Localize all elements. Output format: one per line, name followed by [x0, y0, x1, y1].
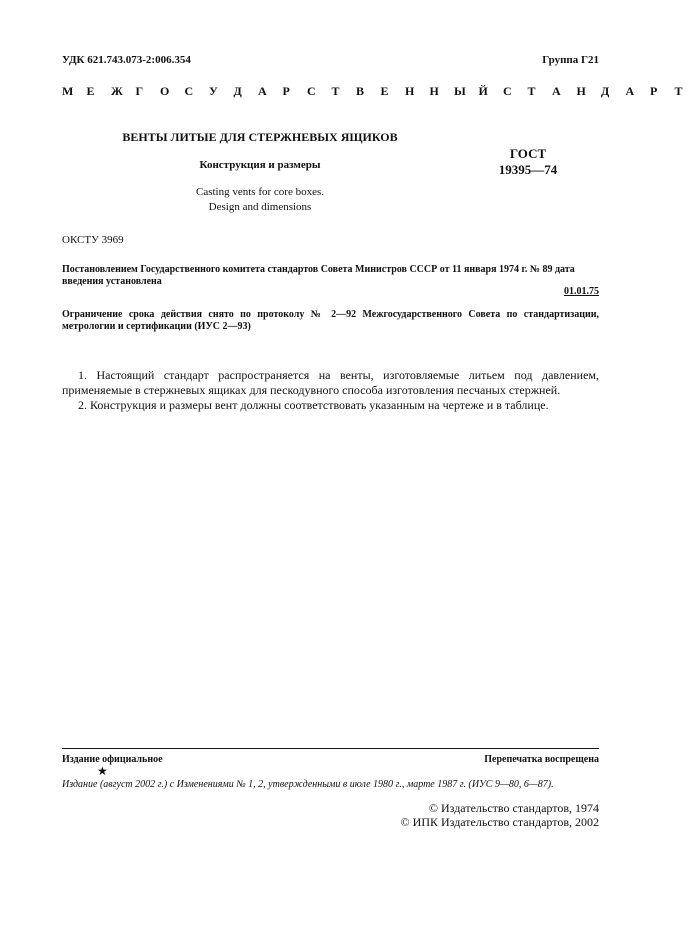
banner-letter: С [503, 84, 512, 98]
banner-letter: Р [282, 84, 290, 98]
english-title [110, 185, 410, 215]
banner-letter: А [552, 84, 561, 98]
banner-letter: Т [331, 84, 340, 98]
banner-letter: Г [135, 84, 144, 98]
banner-letter: А [625, 84, 635, 98]
okstu-code: ОКСТУ 3969 [62, 234, 124, 246]
banner-letter: Е [86, 84, 95, 98]
star-icon: ★ [97, 764, 108, 778]
udk-code: УДК 621.743.073-2:006.354 [62, 54, 191, 66]
copyright-block [401, 801, 599, 829]
banner-letter: С [307, 84, 316, 98]
banner-letter: Н [576, 84, 586, 98]
banner-letter: Т [674, 84, 683, 98]
banner-letter: Н [429, 84, 439, 98]
banner-letter: Н [405, 84, 415, 98]
body-text [62, 368, 599, 413]
banner-letter: Д [233, 84, 242, 98]
banner-letter: А [258, 84, 267, 98]
limitation-note: Ограничение срока действия снято по протоколу № 2—92 Межгосударственного Совета по стандартизации, метрологии и сертификации (ИУС 2—93) [62, 309, 599, 332]
banner-word-1 [62, 84, 503, 99]
copyright-line-1: © Издательство стандартов, 1974 [428, 801, 599, 815]
banner-word-2 [503, 84, 699, 99]
banner-letter: В [356, 84, 365, 98]
banner-letter: Т [527, 84, 536, 98]
reprint-prohibited-label: Перепечатка воспрещена [484, 754, 599, 765]
interstate-standard-banner [62, 84, 683, 99]
banner-letter: О [160, 84, 170, 98]
gost-designation [488, 146, 568, 178]
banner-letter: Е [380, 84, 389, 98]
gost-label: ГОСТ [509, 146, 547, 161]
introduction-date: 01.01.75 [564, 286, 599, 297]
group-code: Группа Г21 [542, 54, 599, 66]
banner-letter: Й [478, 84, 488, 98]
paragraph-1: 1. Настоящий стандарт распространяется на венты, изготовляемые литьем под давлением, применяемые в стержневых ящиках для пескодувного способа изготовления песчаных стержней. [62, 368, 599, 397]
english-title-line-1: Casting vents for core boxes. [196, 186, 324, 198]
english-title-line-2: Design and dimensions [208, 201, 312, 213]
standard-title: ВЕНТЫ ЛИТЫЕ ДЛЯ СТЕРЖНЕВЫХ ЯЩИКОВ [122, 130, 398, 144]
edition-note: Издание (август 2002 г.) с Изменениями № 1, 2, утвержденными в июле 1980 г., марте 1987 г. (ИУС 9—80, 6—87). [62, 779, 554, 790]
copyright-line-2: © ИПК Издательство стандартов, 2002 [400, 815, 599, 829]
banner-letter: У [209, 84, 218, 98]
footer-divider [62, 748, 599, 749]
banner-letter: Ж [111, 84, 123, 98]
decree-text: Постановлением Государственного комитета стандартов Совета Министров СССР от 11 января 1974 г. № 89 дата введения установлена [62, 264, 575, 287]
banner-letter: М [62, 84, 74, 98]
standard-subtitle: Конструкция и размеры [199, 159, 321, 171]
paragraph-2: 2. Конструкция и размеры вент должны соответствовать указанным на чертеже и в таблице. [78, 398, 549, 412]
banner-letter: Д [601, 84, 610, 98]
banner-letter: С [184, 84, 194, 98]
title-block [110, 130, 410, 215]
official-edition-label: Издание официальное [62, 754, 163, 765]
banner-letter: Ы [454, 84, 466, 98]
banner-letter: Р [650, 84, 658, 98]
gost-number: 19395—74 [498, 162, 558, 177]
